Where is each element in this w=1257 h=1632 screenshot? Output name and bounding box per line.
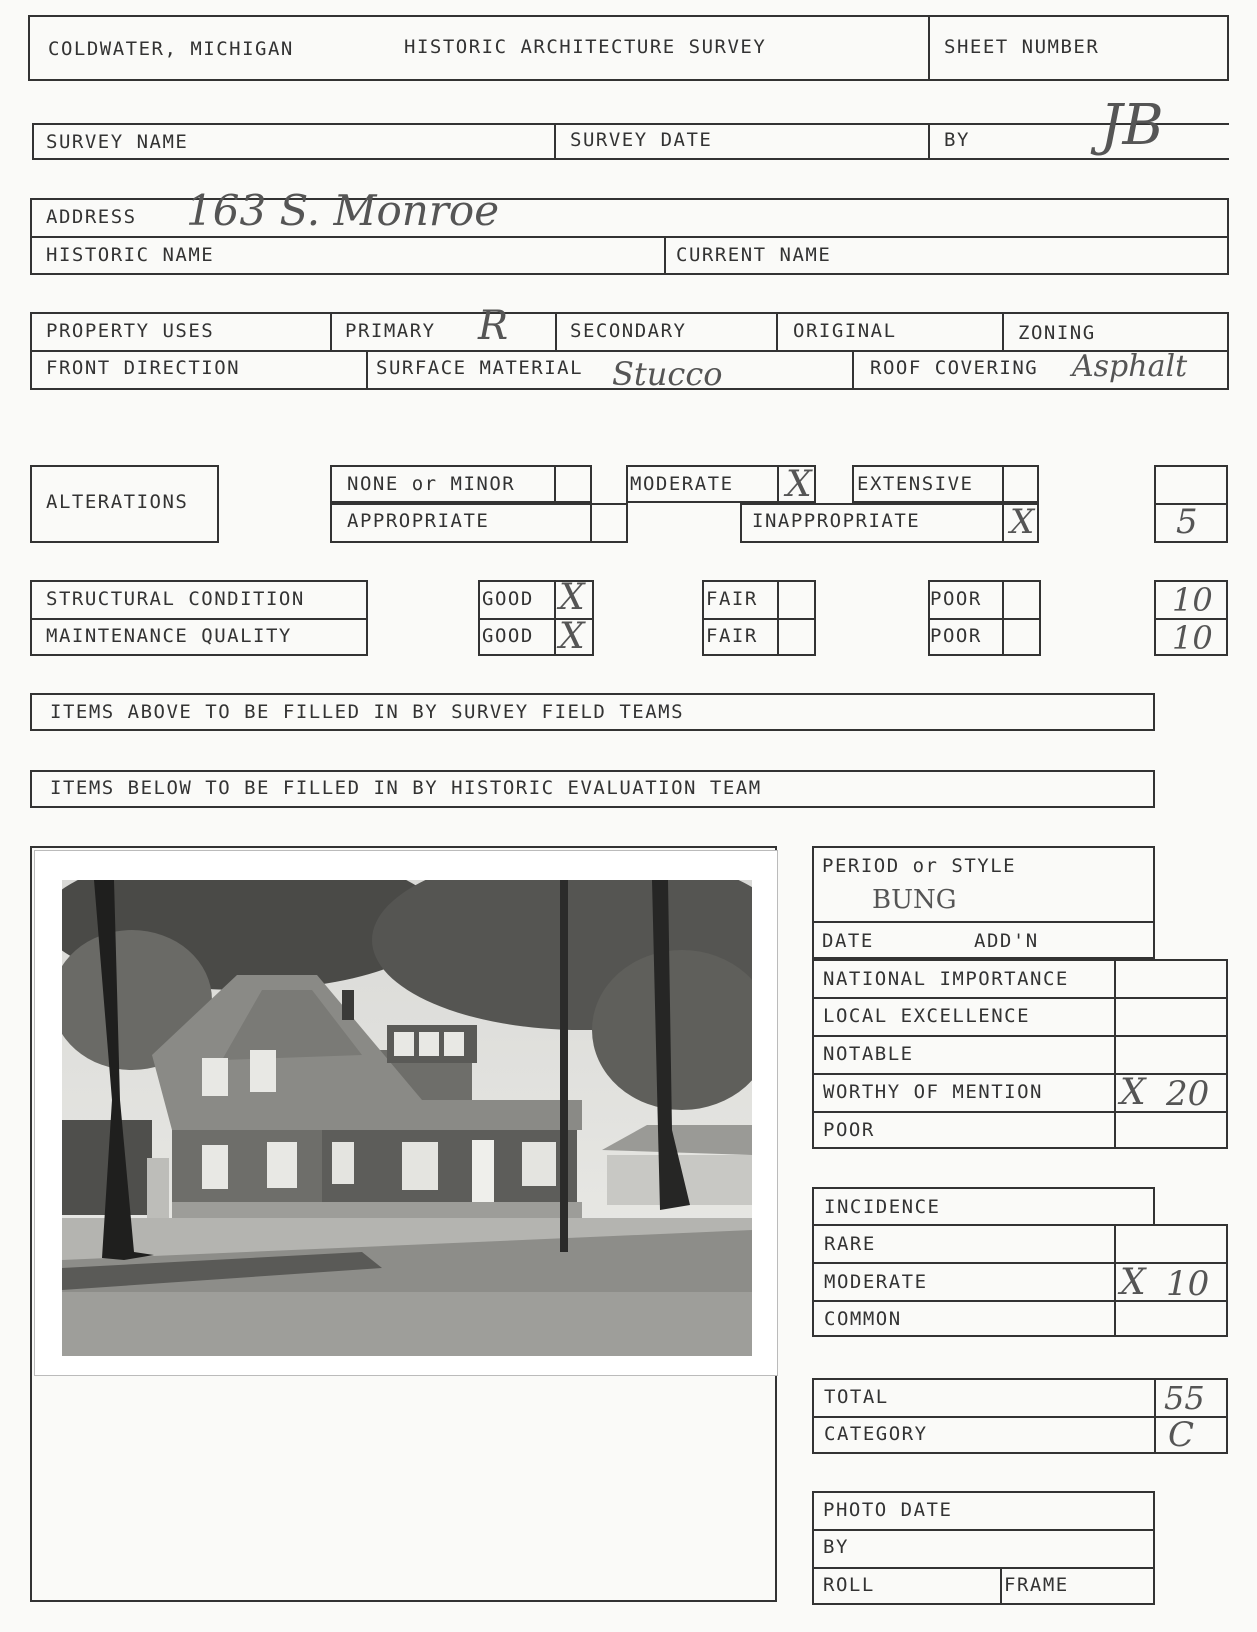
frame-label: FRAME [1004,1574,1069,1596]
maintenance-poor-label: POOR [930,625,982,647]
rare-label: RARE [824,1233,876,1255]
incidence-moderate-label: MODERATE [824,1271,928,1293]
photo-date-label: PHOTO DATE [823,1499,953,1521]
alterations-label: ALTERATIONS [46,491,189,513]
incidence-moderate-score: 10 [1166,1264,1210,1304]
structural-fair-label: FAIR [706,588,758,610]
evaluation-poor-label: POOR [823,1119,875,1141]
current-name-label: CURRENT NAME [676,244,832,266]
property-uses-label: PROPERTY USES [46,320,215,342]
historic-name-label: HISTORIC NAME [46,244,215,266]
survey-name-label: SURVEY NAME [46,131,189,153]
address-label: ADDRESS [46,206,137,228]
structural-poor-label: POOR [930,588,982,610]
structural-score: 10 [1172,581,1213,619]
inappropriate-label: INAPPROPRIATE [752,510,921,532]
items-below-note: ITEMS BELOW TO BE FILLED IN BY HISTORIC EVALUATION TEAM [50,777,762,799]
alterations-score: 5 [1176,502,1198,542]
total-label: TOTAL [824,1386,889,1408]
addn-label: ADD'N [974,930,1039,952]
worthy-score: 20 [1166,1074,1210,1114]
roof-covering-label: ROOF COVERING [870,357,1039,379]
house-photograph [62,880,752,1356]
maintenance-good-label: GOOD [482,625,534,647]
date-label: DATE [822,930,874,952]
period-style-label: PERIOD or STYLE [822,855,1017,877]
extensive-label: EXTENSIVE [857,473,974,495]
notable-label: NOTABLE [823,1043,914,1065]
moderate-alteration-mark: X [786,464,812,505]
primary-value: R [478,303,509,349]
maintenance-good-mark: X [559,616,585,657]
maintenance-score: 10 [1172,619,1213,657]
incidence-label: INCIDENCE [824,1196,941,1218]
address-value: 163 S. Monroe [186,186,500,235]
period-style-value: BUNG [872,885,957,915]
inappropriate-mark: X [1010,502,1035,542]
items-above-note: ITEMS ABOVE TO BE FILLED IN BY SURVEY FIELD TEAMS [50,701,685,723]
original-label: ORIGINAL [793,320,897,342]
moderate-alteration-label: MODERATE [630,473,734,495]
survey-date-label: SURVEY DATE [570,129,713,151]
city-label: COLDWATER, MICHIGAN [48,38,294,60]
local-excellence-label: LOCAL EXCELLENCE [823,1005,1031,1027]
worthy-mark: X [1120,1072,1146,1113]
roof-covering-value: Asphalt [1072,349,1188,384]
secondary-label: SECONDARY [570,320,687,342]
survey-by-label: BY [944,129,970,151]
category-label: CATEGORY [824,1423,928,1445]
form-title: HISTORIC ARCHITECTURE SURVEY [404,36,767,58]
maintenance-quality-label: MAINTENANCE QUALITY [46,625,292,647]
survey-by-signature: JB [1100,93,1164,158]
roll-label: ROLL [823,1574,875,1596]
front-direction-label: FRONT DIRECTION [46,357,241,379]
structural-condition-label: STRUCTURAL CONDITION [46,588,305,610]
photo-by-label: BY [823,1536,849,1558]
incidence-moderate-mark: X [1120,1262,1146,1303]
common-label: COMMON [824,1308,902,1330]
worthy-of-mention-label: WORTHY OF MENTION [823,1081,1043,1103]
structural-good-mark: X [559,577,585,618]
sheet-number-label: SHEET NUMBER [944,36,1100,58]
category-value: C [1168,1415,1195,1455]
total-value: 55 [1164,1379,1205,1417]
zoning-label: ZONING [1018,322,1096,344]
surface-material-value: Stucco [612,355,723,393]
surface-material-label: SURFACE MATERIAL [376,357,584,379]
national-importance-label: NATIONAL IMPORTANCE [823,968,1069,990]
structural-good-label: GOOD [482,588,534,610]
primary-label: PRIMARY [345,320,436,342]
maintenance-fair-label: FAIR [706,625,758,647]
none-minor-label: NONE or MINOR [347,473,516,495]
appropriate-label: APPROPRIATE [347,510,490,532]
